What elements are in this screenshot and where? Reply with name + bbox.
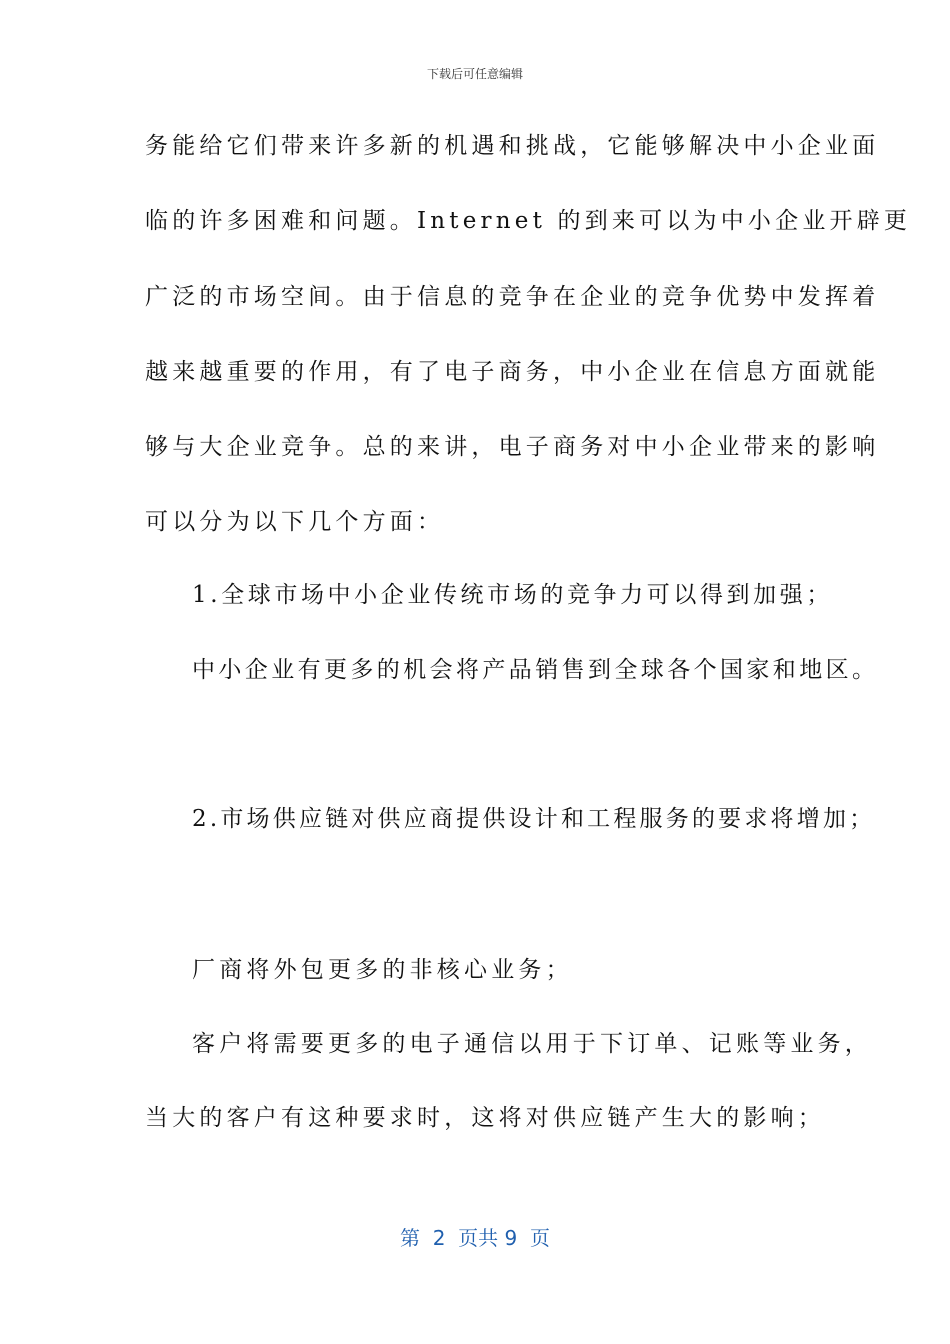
paragraph-line-1: 务能给它们带来许多新的机遇和挑战，它能够解决中小企业面 bbox=[145, 133, 880, 159]
page-number-footer: 第 2 页共 9 页 bbox=[400, 1226, 550, 1250]
paragraph-line-3: 广泛的市场空间。由于信息的竞争在企业的竞争优势中发挥着 bbox=[145, 284, 880, 310]
list-item-2-detail-1: 厂商将外包更多的非核心业务； bbox=[192, 957, 573, 983]
paragraph-line-6: 可以分为以下几个方面： bbox=[145, 509, 445, 535]
paragraph-line-5: 够与大企业竞争。总的来讲，电子商务对中小企业带来的影响 bbox=[145, 434, 880, 460]
page-header-note: 下载后可任意编辑 bbox=[426, 67, 523, 81]
paragraph-line-2: 临的许多困难和问题。Internet 的到来可以为中小企业开辟更 bbox=[145, 208, 912, 234]
list-item-2-detail-3: 当大的客户有这种要求时，这将对供应链产生大的影响； bbox=[145, 1105, 825, 1131]
paragraph-line-4: 越来越重要的作用，有了电子商务，中小企业在信息方面就能 bbox=[145, 359, 880, 385]
list-item-1: 1.全球市场中小企业传统市场的竞争力可以得到加强； bbox=[192, 582, 833, 608]
list-item-1-detail: 中小企业有更多的机会将产品销售到全球各个国家和地区。 bbox=[192, 657, 879, 683]
list-item-2-detail-2: 客户将需要更多的电子通信以用于下订单、记账等业务， bbox=[192, 1031, 872, 1057]
list-item-2: 2.市场供应链对供应商提供设计和工程服务的要求将增加； bbox=[192, 806, 876, 832]
